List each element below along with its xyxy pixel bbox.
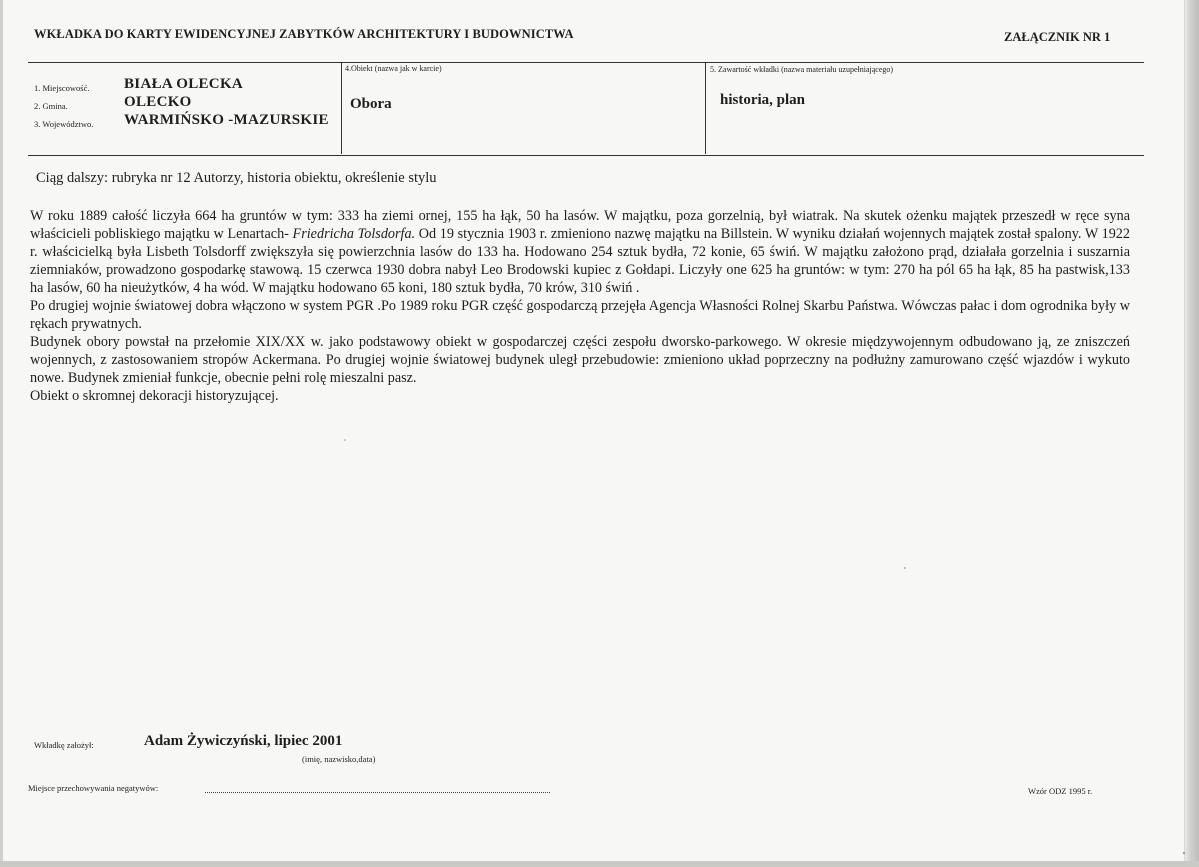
scan-edge-left xyxy=(0,0,3,867)
author-value: Adam Żywiczyński, lipiec 2001 xyxy=(144,733,343,749)
paragraph-1-italic-name: Friedricha Tolsdorfa. xyxy=(292,226,416,242)
locality-value: BIAŁA OLECKA xyxy=(124,76,244,92)
paragraph-1-part-b: Od 19 stycznia 1903 r. zmieniono nazwę majątku na Billstein. W wyniku działań wojennych majątek został spalony. W 1922 r. właścicielką była Lisbeth Tolsdorff zwiększyła się powierzchnia lasów do 133 ha. Hodowano 254 sztuk bydła, 72 konie, 65 świń. W majątku założono prąd, działała gorzelnia i suszarnia ziemniaków, prowadzono gospodarkę stawową. 15 czerwca 1930 dobra nabył Leo Brodowski kupiec z Gołdapi. Liczyły one 625 ha gruntów: w tym: 270 ha pól 65 ha łąk, 85 ha pastwisk,133 ha lasów, 60 ha nieużytków, 4 ha wód. W majątku hodowano 65 koni, 180 sztuk bydła, 70 krów, 310 świń . xyxy=(30,226,1130,296)
paragraph-3: Budynek obory powstał na przełomie XIX/XX w. jako podstawowy obiekt w gospodarczej części zespołu dworsko-parkowego. W okresie międzywojennym odbudowano ją, ze zniszczeń wojennych, z zastosowaniem stropów Ackermana. Po drugiej wojnie światowej budynek uległ przebudowie: zmieniono układ poprzeczny na podłużny zamurowano część wjazdów i wykuto nowe. Budynek zmieniał funkcje, obecnie pełni rolę mieszalni pasz. xyxy=(30,334,1130,386)
annex-number: ZAŁĄCZNIK NR 1 xyxy=(1004,30,1111,44)
contents-label: 5. Zawartość wkładki (nazwa materiału uzupełniającego) xyxy=(710,65,894,74)
template-note: Wzór ODZ 1995 r. xyxy=(1028,786,1093,796)
form-title: WKŁADKA DO KARTY EWIDENCYJNEJ ZABYTKÓW ARCHITEKTURY I BUDOWNICTWA xyxy=(34,27,574,41)
paragraph-2: Po drugiej wojnie światowej dobra włączono w system PGR .Po 1989 roku PGR część gospodarczą przejęła Agencja Własności Rolnej Skarbu Państwa. Wówczas pałac i dom ogrodnika były w rękach prywatnych. xyxy=(30,298,1130,332)
commune-value: OLECKO xyxy=(124,94,192,110)
scan-edge-right xyxy=(1184,0,1199,867)
author-hint: (imię, nazwisko,data) xyxy=(302,754,376,764)
negatives-label: Miejsce przechowywania negatywów: xyxy=(28,783,159,793)
field-divider-1 xyxy=(341,62,342,154)
object-label: 4.Obiekt (nazwa jak w karcie) xyxy=(345,64,442,73)
scan-edge-bottom xyxy=(0,861,1199,867)
field-divider-2 xyxy=(705,62,706,154)
commune-label: 2. Gmina. xyxy=(34,101,68,111)
continuation-heading: Ciąg dalszy: rubryka nr 12 Autorzy, historia obiektu, określenie stylu xyxy=(36,170,437,186)
locality-label: 1. Miejscowość. xyxy=(34,83,90,93)
voivodeship-label: 3. Województwo. xyxy=(34,119,94,129)
history-text xyxy=(30,207,1130,405)
author-label: Wkładkę założył: xyxy=(34,740,94,750)
contents-value: historia, plan xyxy=(720,92,806,108)
voivodeship-value: WARMIŃSKO -MAZURSKIE xyxy=(124,112,329,128)
negatives-dotted-line xyxy=(205,791,550,793)
paragraph-4: Obiekt o skromnej dekoracji historyzującej. xyxy=(30,388,279,404)
object-value: Obora xyxy=(350,96,392,112)
paragraph-1-part-a: W roku 1889 całość liczyła 664 ha gruntów w tym: 333 ha ziemi ornej, 155 ha łąk, 50 ha lasów. W majątku, poza gorzelnią, był wiatrak. Na skutek ożenku majątek przeszedł w ręce syna właścicieli pobliskiego majątku w Lenartach- xyxy=(30,208,1130,242)
paragraph-1 xyxy=(30,207,1130,297)
